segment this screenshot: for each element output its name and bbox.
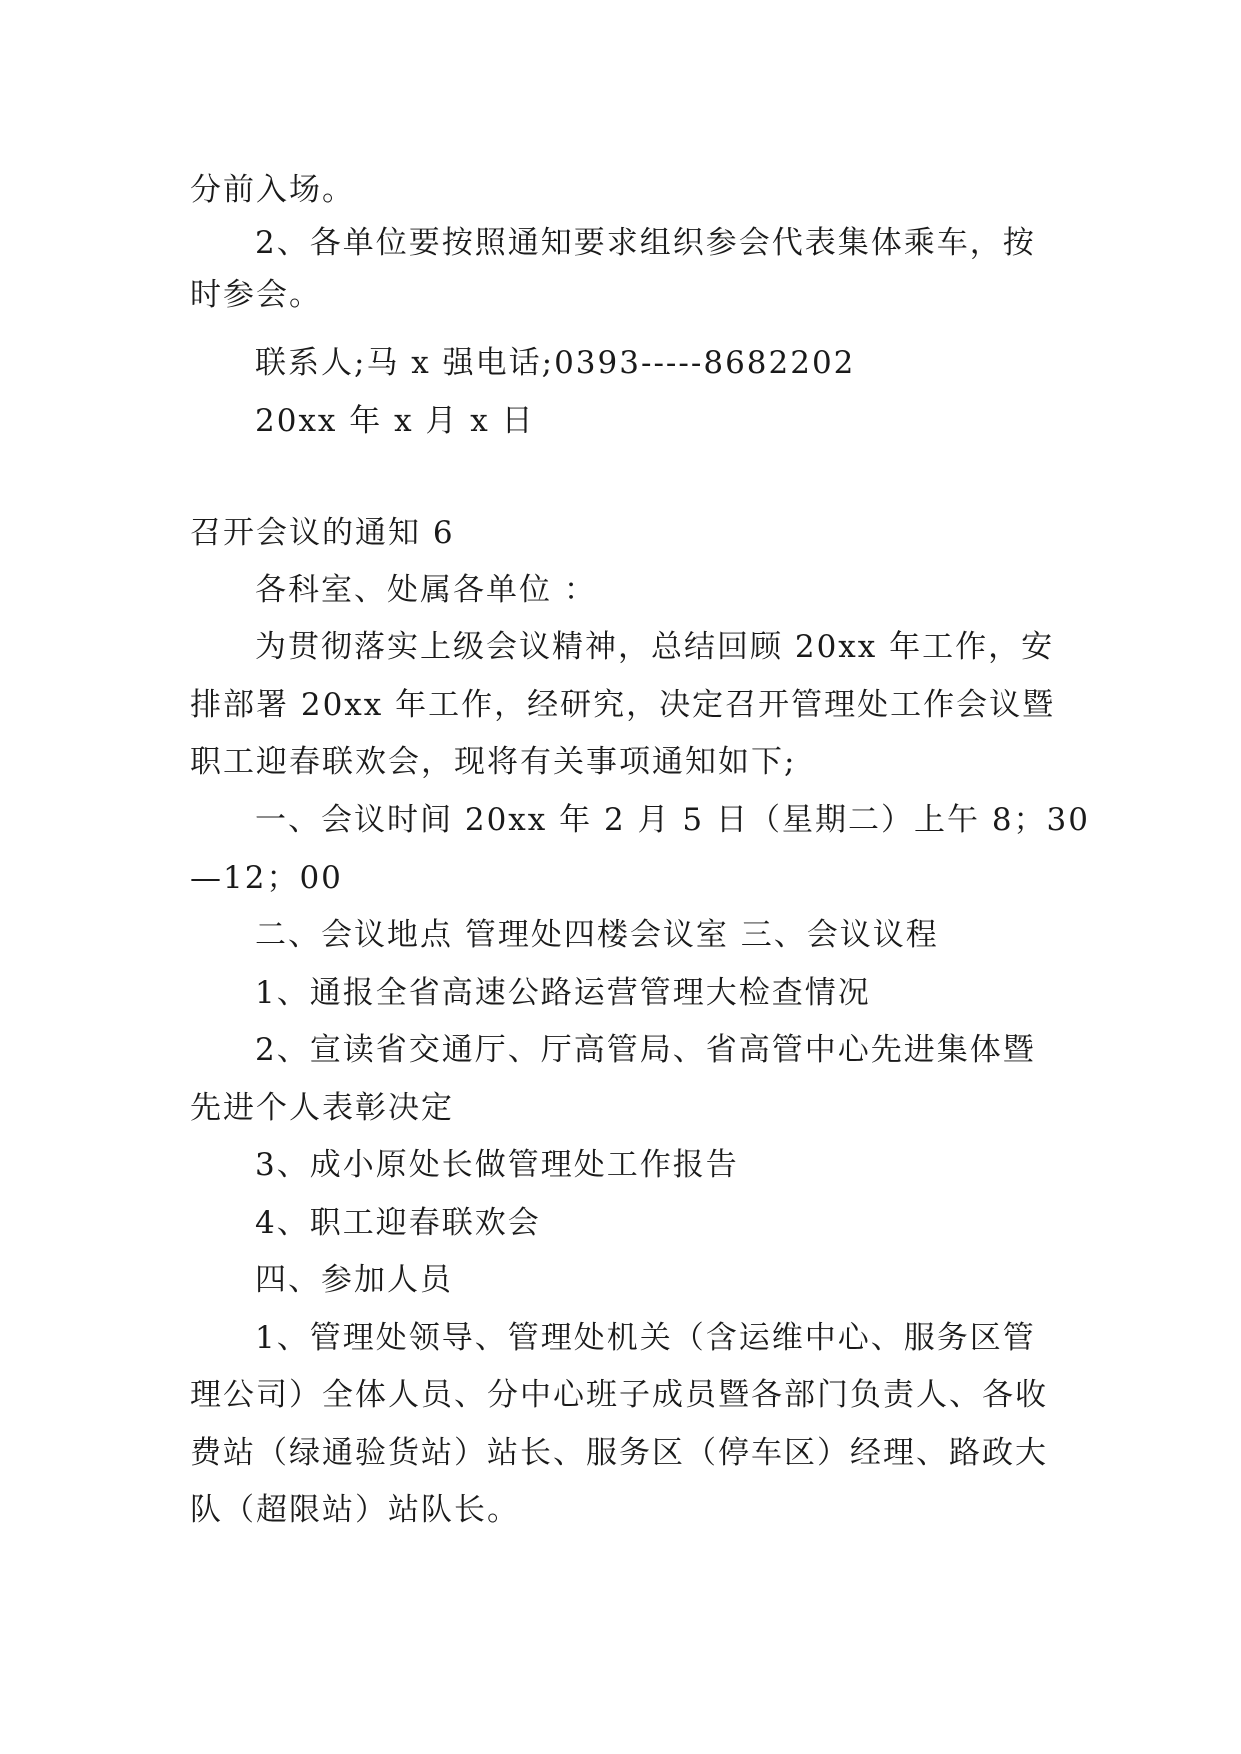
text-line: 职工迎春联欢会，现将有关事项通知如下; — [190, 744, 797, 780]
text-line: 时参会。 — [190, 277, 322, 313]
text-line: —12；00 — [190, 860, 343, 896]
salutation: 各科室、处属各单位 ： — [255, 572, 597, 608]
list-item: 4、职工迎春联欢会 — [255, 1205, 541, 1241]
list-item: 1、管理处领导、管理处机关（含运维中心、服务区管 — [255, 1320, 1036, 1356]
section-title: 召开会议的通知 6 — [190, 515, 455, 551]
text-line: 队（超限站）站队长。 — [190, 1492, 520, 1528]
text-line: 为贯彻落实上级会议精神，总结回顾 20xx 年工作，安 — [255, 629, 1055, 665]
text-line: 先进个人表彰决定 — [190, 1090, 454, 1126]
list-item: 1、通报全省高速公路运营管理大检查情况 — [255, 975, 871, 1011]
text-line: 一、会议时间 20xx 年 2 月 5 日（星期二）上午 8；30 — [255, 802, 1091, 838]
list-item: 2、宣读省交通厅、厅高管局、省高管中心先进集体暨 — [255, 1032, 1036, 1068]
contact-line: 联系人;马 x 强电话;0393-----8682202 — [255, 345, 856, 381]
text-line: 二、会议地点 管理处四楼会议室 三、会议议程 — [255, 917, 939, 953]
list-item: 3、成小原处长做管理处工作报告 — [255, 1147, 739, 1183]
heading-item: 四、参加人员 — [255, 1262, 453, 1298]
text-line: 分前入场。 — [190, 172, 355, 208]
text-line: 2、各单位要按照通知要求组织参会代表集体乘车，按 — [255, 225, 1036, 261]
text-line: 费站（绿通验货站）站长、服务区（停车区）经理、路政大 — [190, 1435, 1048, 1471]
text-line: 排部署 20xx 年工作，经研究，决定召开管理处工作会议暨 — [190, 687, 1056, 723]
date-line: 20xx 年 x 月 x 日 — [255, 403, 535, 439]
text-line: 理公司）全体人员、分中心班子成员暨各部门负责人、各收 — [190, 1377, 1048, 1413]
